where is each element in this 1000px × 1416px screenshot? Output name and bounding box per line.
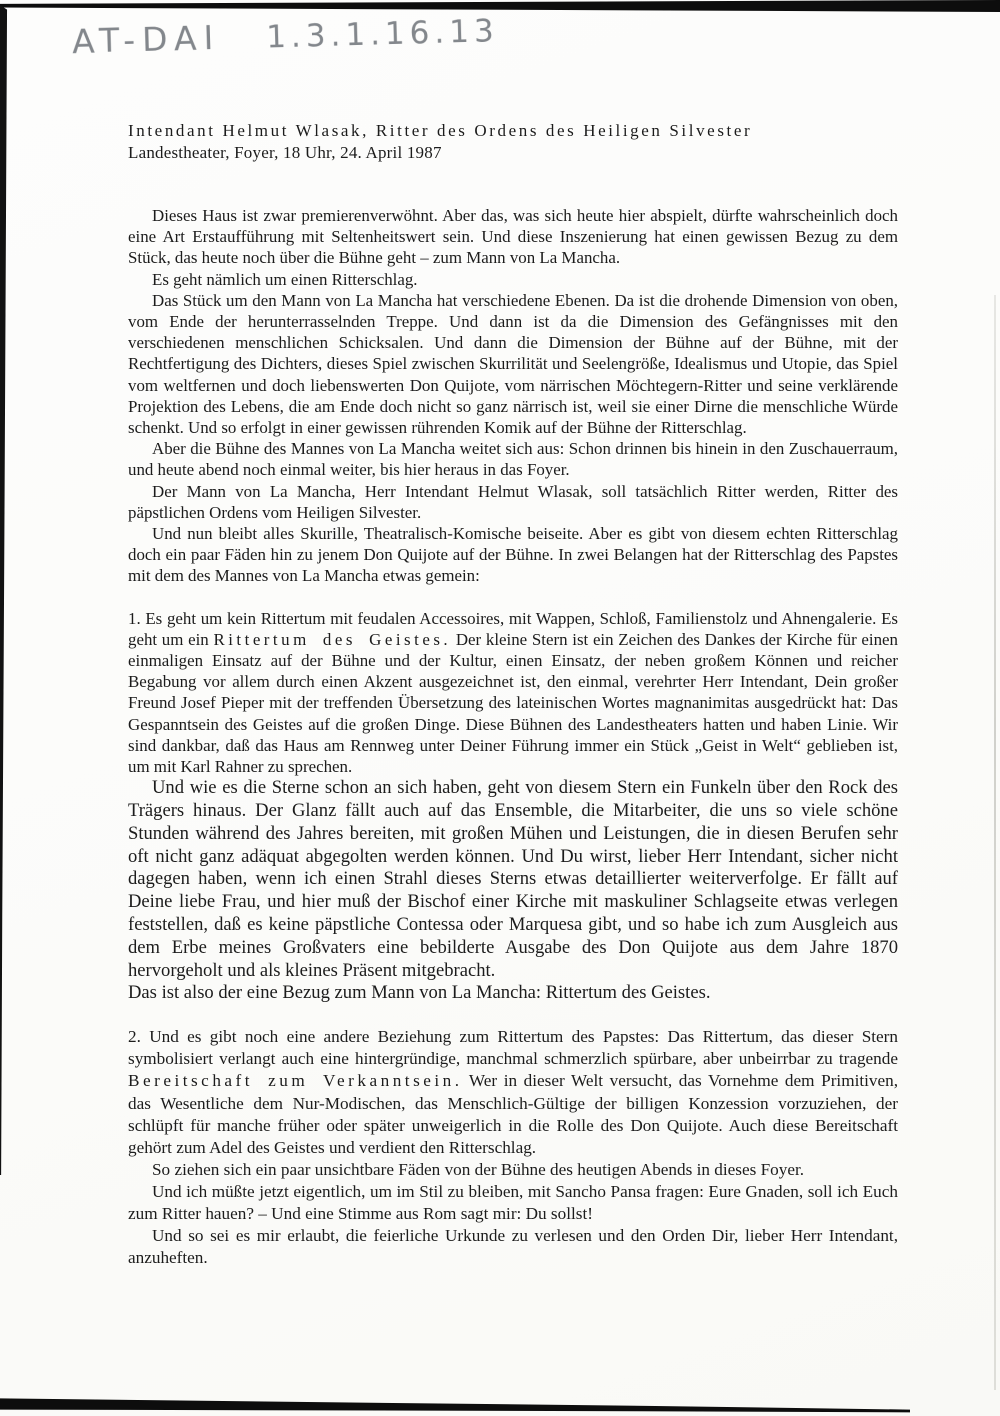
paragraph-sterne-funkeln: Und wie es die Sterne schon an sich haben, geht von diesem Stern ein Funkeln über den Rock des Trägers hinaus. Der Glanz fällt auch auf das Ensemble, die Mitarbeiter, die uns so viele schöne Stunden während des Jahres bereiten, mit großen Mühen und Leistungen, die in diesen Berufen sehr oft nicht ganz adäquat abgegolten werden können. Und Du wirst, lieber Herr Intendant, sicher nicht dagegen haben, wenn ich einen Strahl dieses Sterns etwas detaillierter weiterverfolge. Er fällt auf Deine liebe Frau, und hier muß der Bischof einer Kirche mit maskuliner Schlagseite etwas verlegen feststellen, daß es keine päpstliche Contessa oder Marquesa gibt, und so habe ich zum Ausgleich aus dem Erbe meines Großvaters eine bebilderte Ausgabe des Don Quijote aus dem Jahre 1870 hervorgeholt und als kleines Präsent mitgebracht. [128,777,898,981]
paragraph-unsichtbare-faeden: So ziehen sich ein paar unsichtbare Fäden von der Bühne des heutigen Abends in dieses Foyer. [152,1159,805,1179]
paragraph-urkunde: Und so sei es mir erlaubt, die feierliche Urkunde zu verlesen und den Orden Dir, lieber Herr Intendant, anzuheften. [128,1226,898,1268]
document-header [128,120,898,164]
item-1-text-pre: 1. Es geht um kein Rittertum mit feudalen Accessoires, mit Wappen, Schloß, Familienstolz und Ahnengalerie. Es geht um ein [128,608,898,649]
paragraph-intro: Dieses Haus ist zwar premierenverwöhnt. Aber das, was sich heute hier abspielt, dürfte wahrscheinlich doch eine Art Erstaufführung mit Seltenheitswert sein. Und diese Inszenierung hat einen gewissen Bezug zu dem Stück, das heute noch über die Bühne geht – zum Mann von La Mancha. [128,206,898,268]
paragraph-mann-von-la-mancha: Der Mann von La Mancha, Herr Intendant Helmut Wlasak, soll tatsächlich Ritter werden, Ritter des päpstlichen Ordens vom Heiligen Silvester. [128,481,898,522]
annotation-archive-number: 1.3.1.16.13 [265,13,500,56]
document-subtitle: Landestheater, Foyer, 18 Uhr, 24. April 1987 [128,143,442,162]
scan-edge-bottom-artifact [0,1396,910,1416]
document-title: Intendant Helmut Wlasak, Ritter des Ordens des Heiligen Silvester [128,121,753,140]
scan-edge-left-artifact [0,5,8,1175]
item-1-text-post: Der kleine Stern ist ein Zeichen des Dankes der Kirche für einen einmaligen Einsatz auf der Bühne und der Kultur, einen Einsatz, der neben großem Können und reicher Begabung vor allem durch einen Akzent ausgezeichnet ist, den einmal, verehrter Herr Intendant, Dein großer Freund Josef Pieper mit der treffenden Übersetzung des lateinischen Wortes magnanimitas ausgedrückt hat: Das Gespanntsein des Geistes auf die großen Dinge. Diese Bühnen des Landestheaters hatten und haben Linie. Wir sind dankbar, daß das Haus am Rennweg unter Deiner Führung immer ein Stück „Geist in Welt“ geblieben ist, um mit Karl Rahner zu sprechen. [128,629,898,777]
paragraph-bezug-fazit: Das ist also der eine Bezug zum Mann von La Mancha: Rittertum des Geistes. [128,982,711,1004]
item-1-emphasis-rittertum-des-geistes: Rittertum des Geistes. [213,629,452,649]
paragraph-zwei-belange: Und nun bleibt alles Skurille, Theatralisch-Komische beiseite. Aber es gibt von diesem echten Ritterschlag doch ein paar Fäden hin zu jenem Don Quijote auf der Bühne. In zwei Belangen hat der Ritterschlag des Papstes mit dem des Mannes von La Mancha etwas gemein: [128,524,898,586]
item-2-emphasis-bereitschaft-zum-verkanntsein: Bereitschaft zum Verkanntsein. [128,1071,463,1091]
scan-edge-top-artifact [0,0,1000,13]
item-2-text-pre: 2. Und es gibt noch eine andere Beziehung zum Rittertum des Papstes: Das Rittertum, das dieser Stern symbolisiert verlangt auch eine hintergründige, manchmal schmerzlich spürbare, aber unbeirrbar zu tragende [128,1027,898,1069]
paragraph-ebenen: Das Stück um den Mann von La Mancha hat verschiedene Ebenen. Da ist die drohende Dimension von oben, vom Ende der herunterrasselnden Treppe. Und dann ist da die Dimension des Gefängnisses mit den verschiedenen menschlichen Schicksalen. Und dann die Dimension der Bühne auf der Bühne, mit der Rechtfertigung des Dichters, dieses Spiel zwischen Skurrilität und Seelengröße, Idealismus und Utopie, das Spiel vom weltfernen und doch liebenswerten Don Quijote, vom närrischen Möchtegern-Ritter und seine verklärende Projektion des Lebens, die am Ende doch nicht so ganz närrisch ist, weil sie einer Dirne die menschliche Würde schenkt. Und so erfolgt in einer gewissen rührenden Komik auf der Bühne der Ritterschlag. [128,290,898,438]
page-right-edge-line [994,295,996,1390]
handwritten-annotation [72,10,500,61]
paragraph-sancho-pansa: Und ich müßte jetzt eigentlich, um im Stil zu bleiben, mit Sancho Pansa fragen: Eure Gnaden, soll ich Euch zum Ritter hauen? – Und eine Stimme aus Rom sagt mir: Du sollst! [128,1181,898,1223]
paragraph-ritterschlag: Es geht nämlich um einen Ritterschlag. [152,269,418,289]
annotation-archive-code: AT-DAI [71,17,221,61]
paragraph-buehne-weitet: Aber die Bühne des Mannes von La Mancha weitet sich aus: Schon drinnen bis hinein in den Zuschauerraum, und heute abend noch einmal weiter, bis hier heraus in das Foyer. [128,439,898,480]
item-2-text-post: Wer in dieser Welt versucht, das Vornehme dem Primitiven, das Wesentliche dem Nur-Modischen, das Menschlich-Gültige der billigen Konzession vorzuziehen, der schlüpft für manche früher oder später unweigerlich in die Rolle des Don Quijote. Auch diese Bereitschaft gehört zum Adel des Geistes und verdient den Ritterschlag. [128,1071,899,1157]
typewritten-document [128,120,898,1269]
document-body [128,205,898,1269]
paragraph-item-1 [128,608,898,778]
paragraph-item-2 [128,1026,898,1159]
